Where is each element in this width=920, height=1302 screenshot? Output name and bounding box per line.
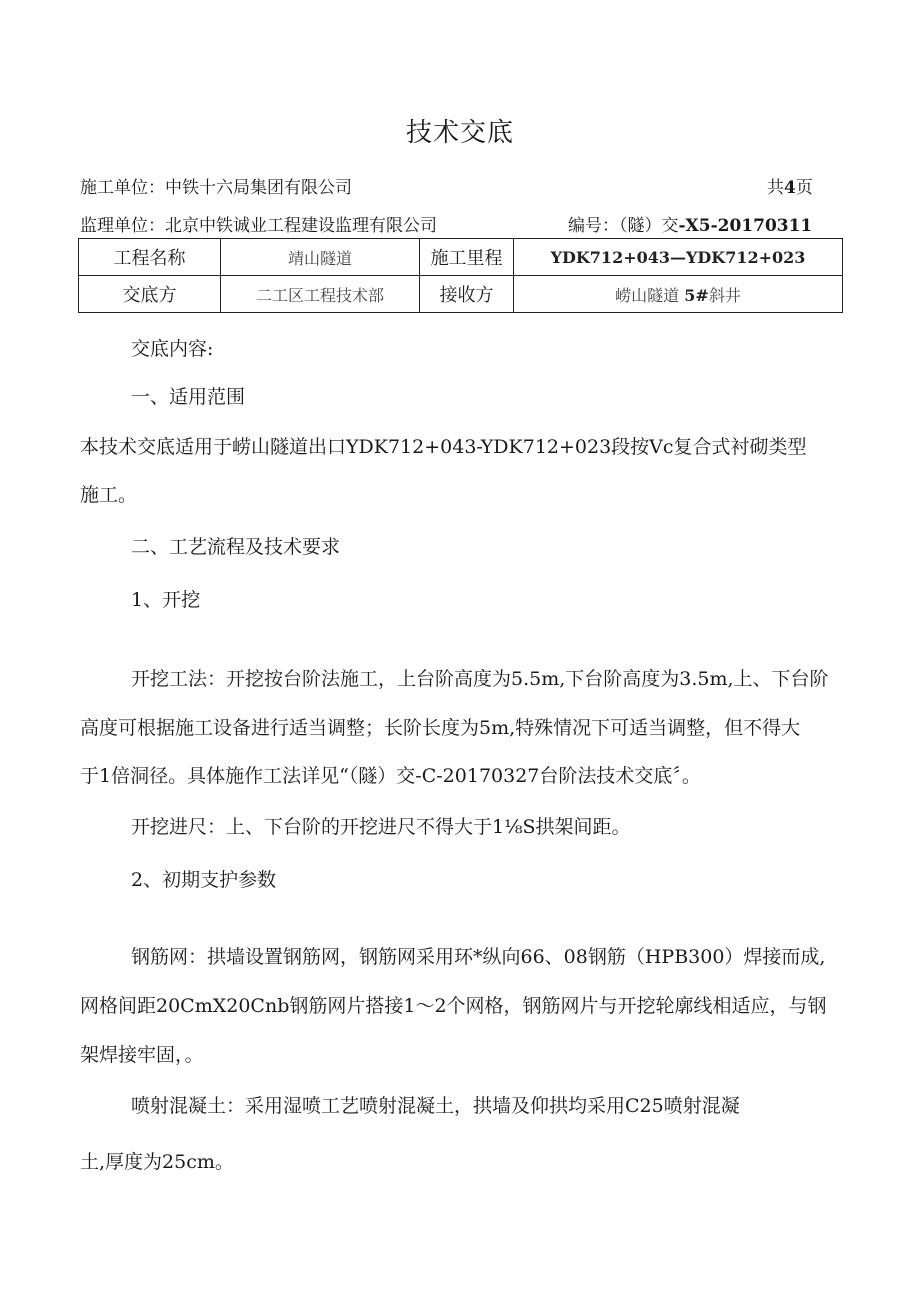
- supervision-unit: 监理单位：北京中铁诚业工程建设监理有限公司: [80, 216, 437, 236]
- construction-unit: 施工单位：中铁十六局集团有限公司: [80, 178, 352, 198]
- subsection-1-heading: 1、开挖: [131, 589, 201, 611]
- page-count: [767, 173, 813, 198]
- receiver-value-a: 崂山隧道: [615, 285, 680, 305]
- mesh-line-1: 钢筋网：拱墙设置钢筋网，钢筋网采用环*纵向66、08钢筋（HPB300）焊接而成,: [131, 946, 826, 968]
- excavation-line-1: 开挖工法：开挖按台阶法施工，上台阶高度为5.5m,下台阶高度为3.5m,上、下台阶: [131, 668, 829, 690]
- receiver-value-c: 斜井: [708, 285, 741, 305]
- shotcrete-line-1: 喷射混凝土：采用湿喷工艺喷射混凝土，拱墙及仰拱均采用C25喷射混凝: [131, 1095, 740, 1117]
- subsection-2-heading: 2、初期支护参数: [131, 869, 277, 891]
- section-1-heading: 一、适用范围: [131, 386, 246, 408]
- section-1-paragraph-line-2: 施工。: [80, 484, 138, 506]
- receiver-value-b: 5#: [684, 285, 709, 305]
- mesh-line-2: 网格间距20CmX20Cnb钢筋网片搭接1～2个网格，钢筋网片与开挖轮廓线相适应，与钢: [80, 995, 827, 1017]
- section-2-heading: 二、工艺流程及技术要求: [131, 536, 341, 558]
- table-row: [79, 276, 843, 313]
- mileage-label: 施工里程: [420, 239, 514, 276]
- project-name-label: 工程名称: [79, 239, 221, 276]
- project-name-value: 靖山隧道: [221, 239, 420, 276]
- shotcrete-line-2: 土,厚度为25cm。: [80, 1151, 234, 1173]
- receiver-value: [514, 276, 843, 313]
- issuer-label: 交底方: [79, 276, 221, 313]
- page-suffix: 页: [795, 178, 813, 198]
- receiver-label: 接收方: [420, 276, 514, 313]
- excavation-line-3: 于1倍洞径。具体施作工法详见“（隧）交-C-20170327台阶法技术交底〞。: [80, 765, 701, 787]
- mileage-value: YDK712+043—YDK712+023: [514, 239, 843, 276]
- table-row: [79, 239, 843, 276]
- excavation-advance: 开挖进尺：上、下台阶的开挖进尺不得大于1⅛S拱架间距。: [131, 816, 631, 838]
- document-number-code: -X5-20170311: [678, 216, 813, 236]
- section-1-paragraph-line-1: 本技术交底适用于崂山隧道出口YDK712+043-YDK712+023段按Vc复合式衬砌类型: [80, 436, 807, 458]
- document-number-prefix: 编号：（隧）交: [568, 216, 679, 236]
- page-count-number: 4: [784, 178, 796, 198]
- info-table: [78, 238, 843, 313]
- excavation-line-2: 高度可根据施工设备进行适当调整；长阶长度为5m,特殊情况下可适当调整，但不得大: [80, 717, 801, 739]
- page-prefix: 共: [767, 178, 784, 198]
- intro-text: 交底内容:: [131, 338, 214, 360]
- page-title: 技术交底: [405, 118, 514, 148]
- issuer-value: 二工区工程技术部: [221, 276, 420, 313]
- document-number: [568, 211, 812, 236]
- mesh-line-3: 架焊接牢固，。: [80, 1044, 204, 1066]
